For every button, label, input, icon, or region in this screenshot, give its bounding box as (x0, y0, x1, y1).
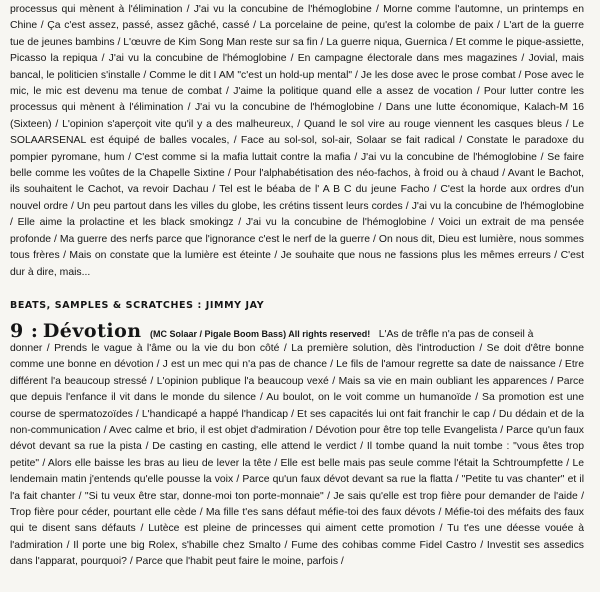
track-title: Dévotion (42, 320, 142, 342)
song-heading (10, 320, 533, 342)
track-number: 9 : (10, 320, 39, 342)
lyrics-text-part-2: donner / Prends le vague à l'âme ou la vie du bon côté / La première solution, dès l'introduction / Se doit d'être bonne comme une bonne en dévotion / J est un mec qui n'a pas de chance / Le fils de l'amour regrette sa date de naissance / Etre différent l'a beaucoup stressé / L'opinion publique l'a beaucoup vexé / Mais sa vie en main oubliant les apparences / Parce que depuis l'enfance il vit dans le monde du silence / Au boulot, on le voit comme un humanoïde / Sa promotion est une course de spermatozoïdes / L'handicapé a happé l'handicap / Et ses capacités lui ont fait franchir le cap / Du dédain et de la non-communication / Avec calme et brio, il est objet d'admiration / Dévotion pour être top telle Evangelista / Parce qu'un faux dévot devant sa rue la pista / De casting en casting, elle attend le verdict / Il tombe quand la nuit tombe : "vous êtes trop petite" / Alors elle baisse les bras au lieu de lever la tête / Elle est belle mais pas seule comme l'était la Schtroumpfette / Le lendemain matin j'entends qu'elle pousse la voix / Parce qu'un faux dévot devant sa rue la flatta / "Petite tu vas chanter" et il l'a fait chanter / "Si tu veux être star, donne-moi ton porte-monnaie" / Je sais qu'elle est trop fière pour demander de l'aide / Trop fière pour céder, pourtant elle cède / Ma fille t'es sans défaut méfie-toi des faux dévots / Méfie-toi des méfaits des faux qui te disent sans défauts / Lutèce est pleine de princesses qui aiment cette promotion / Tu t'es une déesse vouée à l'admiration / Il porte une big Rolex, s'habille chez Smalto / Fume des cohibas comme Fidel Castro / Investit ses assedics dans l'apparat, pourquoi? / Parce que l'habit peut faire le moine, parfois / (10, 343, 584, 568)
lyrics-opening: L'As de trêfle n'a pas de conseil à (378, 329, 534, 340)
lyrics-text-part-1: processus qui mènent à l'élimination / J'ai vu la concubine de l'hémoglobine / Morne comme l'automne, un printemps en Chine / Ça c'est assez, passé, assez gâché, cassé / La porcelaine de peine, qu'est la colombe de paix / L'art de la guerre tue de jeunes bambins / L'œuvre de Kim Song Man reste sur sa fin / La guerre niqua, Guernica / Et comme le pique-assiette, Picasso la repiqua / J'ai vu la concubine de l'hémoglobine / En campagne électorale dans mes magazines / Jovial, mais bancal, le politicien s'installe / Comme le dit I AM "c'est un hold-up mental" / Je les dose avec le prose combat / Pose avec le mic, le mic est devenu ma tenue de combat / J'aime la politique quand elle a assez de vocation / Pour lutter contre les processus qui mènent à l'élimination / J'ai vu la concubine de l'hémoglobine / Dans une lutte économique, Kalach-M 16 (Sixteen) / L'opinion s'aperçoit vite qu'il y a des malheureux, / Quand le sol vire au rouge viennent les casques bleus / Le SOLAARSENAL est équipé de balles vocales, / Face au sol-sol, sol-air, Solaar se fait radical / Constate le paradoxe du pompier pyromane, hum / C'est comme si la mafia luttait contre la mafia / J'ai vu la concubine de l'hémoglobine / Se faire belle comme les voûtes de la Chapelle Sixtine / Pour l'alphabétisation des néo-fachos, à froid ou à chaud / Avant le Bachot, ils souhaitent le Cachot, va revoir Dachau / Tel est le béaba de l' A B C du jeune Facho / C'est la horde aux ordres d'un nouvel ordre / Un peu partout dans les villes du globe, les crétins tissent leurs cordes / J'ai vu la concubine de l'hémoglobine / Elle aime la prolactine et les black smokingz / J'ai vu la concubine de l'hémoglobine / Voici un extrait de ma pensée profonde / Ma guerre des nerfs parce que l'ignorance c'est le nerf de la guerre / On nous dit, Dieu est lumière, nous sommes tous frères / Mais on constate que la lumière est éteinte / Je souhaite que nous ne fassions plus les mêmes erreurs / C'est dur à dire, mais... (10, 4, 584, 278)
track-credits: (MC Solaar / Pigale Boom Bass) All rights reserved! (150, 329, 371, 339)
credits-line: BEATS, SAMPLES & SCRATCHES : JIMMY JAY (10, 300, 265, 311)
